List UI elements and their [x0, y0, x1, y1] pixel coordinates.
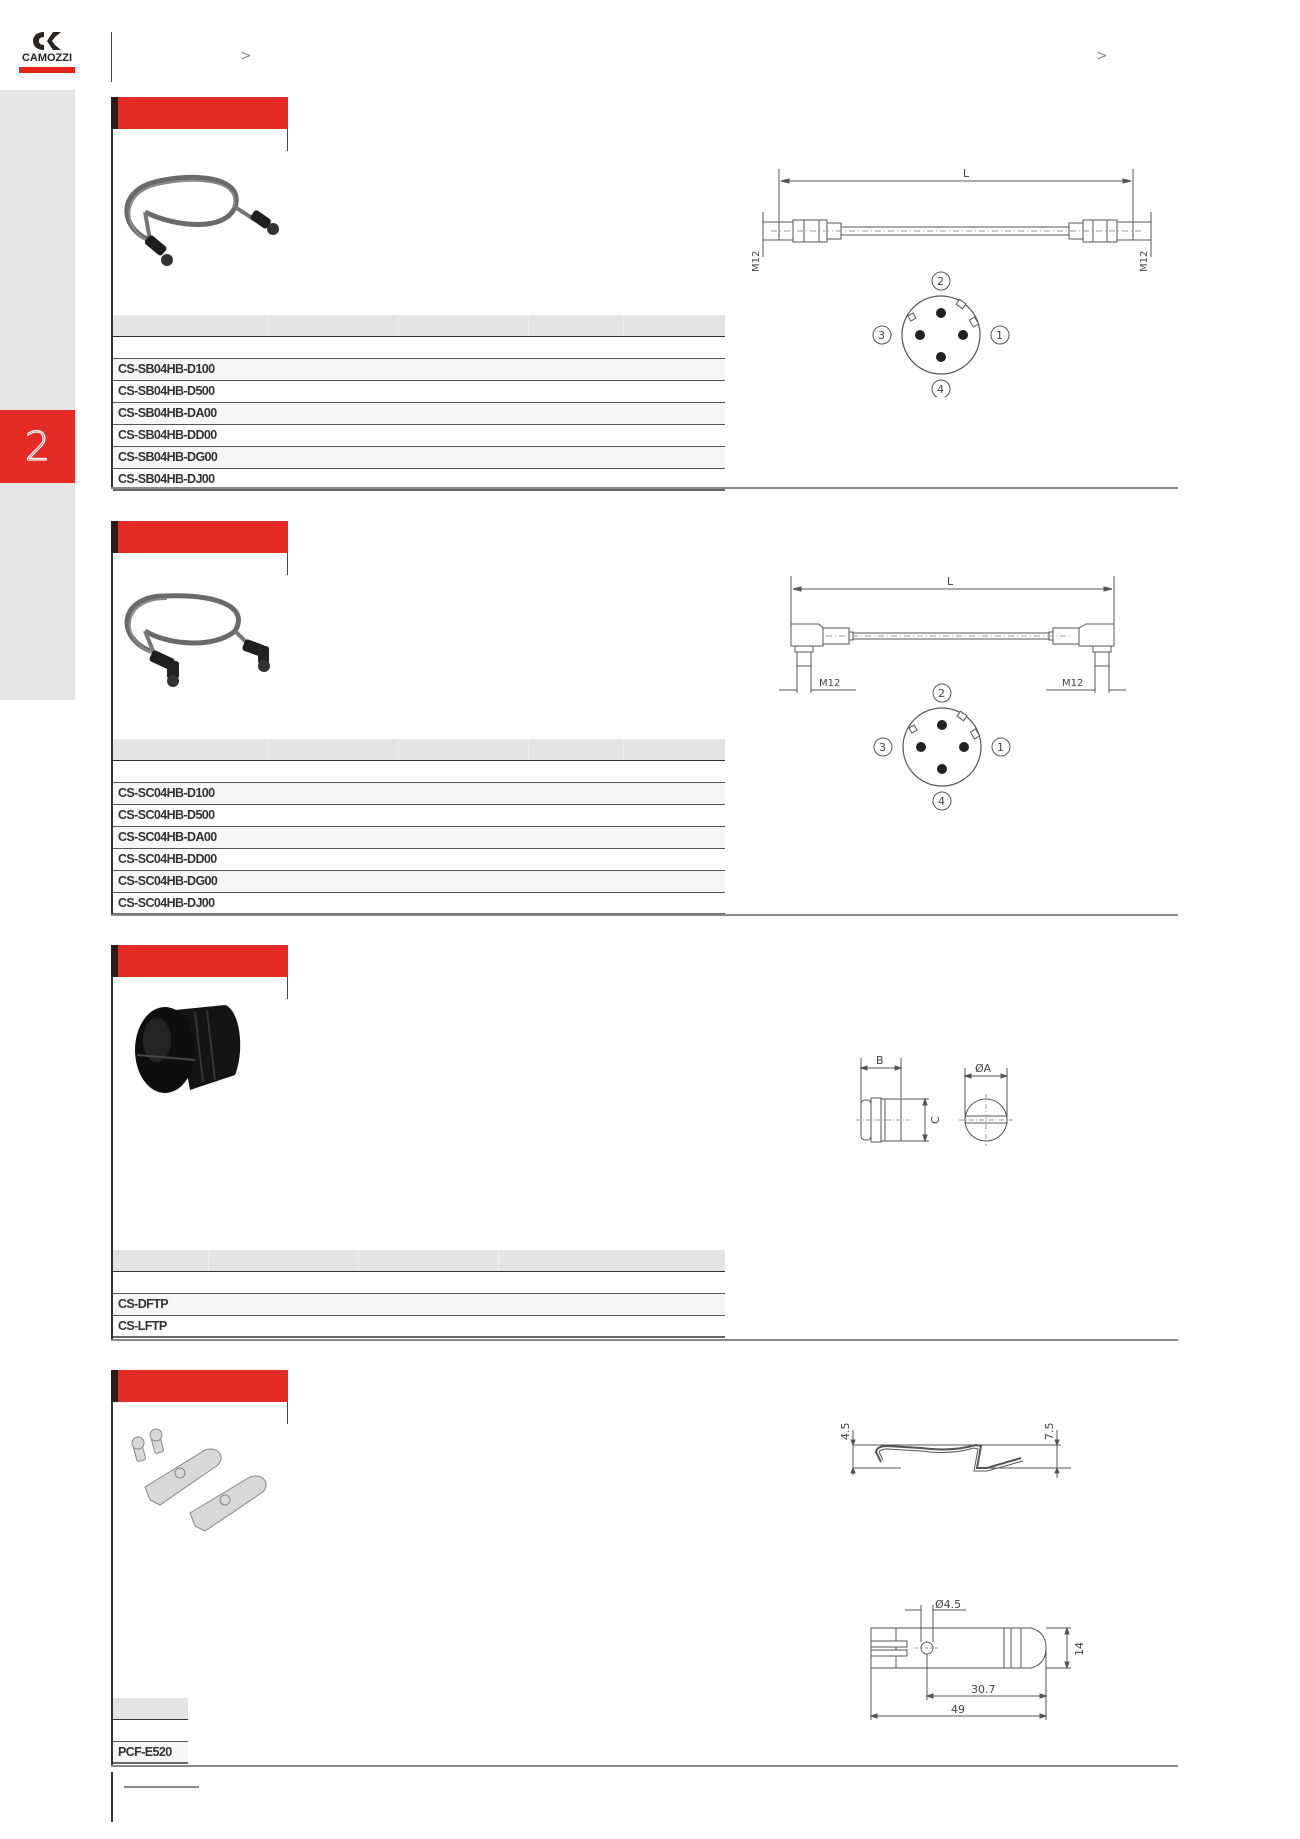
product-section-protection-cap: [111, 945, 1178, 1341]
length-label: L: [963, 167, 970, 180]
angled-cable-drawing: [771, 566, 1171, 896]
section-divider: [111, 1765, 1178, 1767]
section-header-tick: [287, 553, 288, 575]
angled-cable-photo: [115, 576, 287, 716]
chapter-number: 2: [24, 423, 51, 470]
table-row: CS-SB04HB-DD00: [113, 425, 725, 447]
section-header-bar: [111, 1370, 288, 1402]
table-row: CS-SC04HB-D100: [113, 783, 725, 805]
protection-cap-drawing: [841, 1050, 1041, 1160]
straight-cable-drawing: [741, 157, 1181, 397]
dim-height-right: 7.5: [1043, 1422, 1056, 1440]
table-row: CS-SC04HB-DD00: [113, 849, 725, 871]
table-row: CS-SB04HB-DJ00: [113, 469, 725, 491]
product-table: [113, 1698, 188, 1764]
pin-label: 1: [997, 741, 1004, 754]
thread-label-left: M12: [819, 678, 841, 689]
table-row: CS-SB04HB-D500: [113, 381, 725, 403]
table-subheader-row: [113, 1720, 188, 1742]
section-header-tick: [287, 977, 288, 999]
table-header-row: [113, 315, 725, 337]
table-row: CS-SC04HB-DA00: [113, 827, 725, 849]
table-subheader-row: [113, 761, 725, 783]
product-section-angled-cable: [111, 521, 1178, 916]
section-header-bar: [111, 945, 288, 977]
table-header-row: [113, 739, 725, 761]
section-header-tick: [287, 1402, 288, 1424]
dim-height-left: 4.5: [839, 1422, 852, 1440]
pin-label: 4: [938, 795, 945, 808]
section-divider: [111, 914, 1178, 916]
product-section-straight-cable: [111, 97, 1178, 489]
pin-label: 2: [938, 687, 945, 700]
dim-b-label: B: [876, 1054, 884, 1067]
table-subheader-row: [113, 1272, 725, 1294]
din-bracket-drawing: [831, 1410, 1191, 1720]
pin-label: 1: [996, 329, 1003, 342]
protection-cap-photo: [115, 1000, 287, 1140]
section-header-bar: [111, 521, 288, 553]
din-bracket-photo: [115, 1425, 287, 1565]
thread-label-left: M12: [751, 250, 762, 272]
camozzi-logo: [17, 30, 77, 75]
table-row: CS-LFTP: [113, 1316, 725, 1338]
dim-width: 14: [1073, 1642, 1086, 1656]
product-table: [113, 315, 725, 491]
dim-a-label: ØA: [975, 1062, 992, 1075]
table-row: CS-SB04HB-D100: [113, 359, 725, 381]
table-row: CS-SB04HB-DA00: [113, 403, 725, 425]
pin-label: 4: [937, 383, 944, 396]
pin-label: 3: [879, 741, 886, 754]
section-divider: [111, 1339, 1178, 1341]
length-label: L: [947, 575, 954, 588]
footer-divider: [111, 1772, 113, 1822]
thread-label-right: M12: [1139, 250, 1150, 272]
dim-c-label: C: [929, 1116, 942, 1124]
dim-hole-diameter: Ø4.5: [935, 1598, 962, 1611]
m12-pin-layout-diagram: [874, 684, 1010, 810]
table-header-row: [113, 1698, 188, 1720]
table-header-row: [113, 1250, 725, 1272]
brand-bar: [19, 67, 75, 73]
table-subheader-row: [113, 337, 725, 359]
table-row: CS-SC04HB-DJ00: [113, 893, 725, 915]
straight-cable-photo: [115, 152, 287, 292]
brand-name: CAMOZZI: [21, 52, 73, 64]
product-section-din-bracket: [111, 1370, 1178, 1767]
breadcrumb-separator: >: [240, 48, 252, 64]
section-divider: [111, 487, 1178, 489]
footer-rule-line: [124, 1786, 199, 1788]
chapter-tab-strip: [0, 90, 75, 700]
table-row: CS-SC04HB-DG00: [113, 871, 725, 893]
breadcrumb-separator: >: [1096, 48, 1108, 64]
table-row: CS-SB04HB-DG00: [113, 447, 725, 469]
pin-label: 2: [937, 275, 944, 288]
product-table: [113, 739, 725, 915]
pin-label: 3: [878, 329, 885, 342]
table-row: CS-SC04HB-D500: [113, 805, 725, 827]
header-divider: [111, 32, 112, 82]
dim-total-length: 49: [951, 1703, 965, 1716]
dim-hole-to-end: 30.7: [971, 1683, 996, 1696]
camozzi-logo-mark-icon: [31, 30, 65, 52]
table-row: PCF-E520: [113, 1742, 188, 1764]
product-table: [113, 1250, 725, 1338]
chapter-tab-active[interactable]: [0, 410, 75, 483]
thread-label-right: M12: [1062, 678, 1084, 689]
section-header-bar: [111, 97, 288, 129]
section-header-tick: [287, 129, 288, 151]
m12-pin-layout-diagram: [873, 272, 1009, 397]
table-row: CS-DFTP: [113, 1294, 725, 1316]
